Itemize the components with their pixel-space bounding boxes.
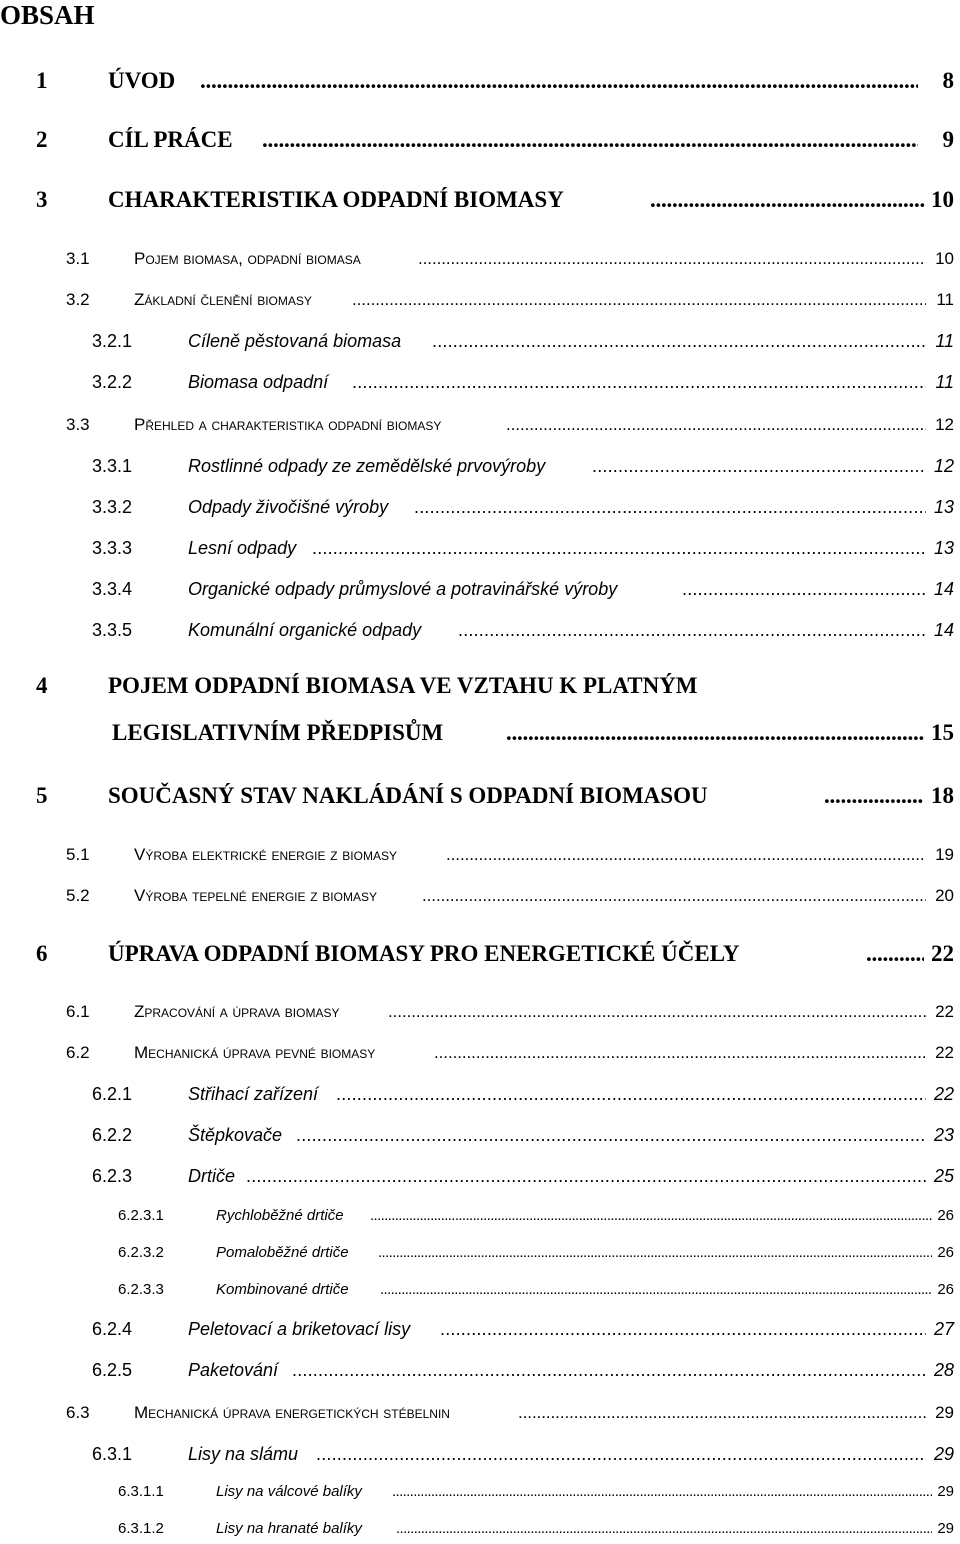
toc-entry-5-2[interactable] [0,881,960,911]
toc-entry-3-1[interactable] [0,244,960,274]
toc-entry-5[interactable] [0,781,960,811]
toc-page: 11 [935,331,954,351]
toc-label: SOUČASNÝ STAV NAKLÁDÁNÍ S ODPADNÍ BIOMASOU [108,783,708,808]
toc-label: Mechanická úprava pevné biomasy [134,1043,376,1062]
toc-label: Lisy na slámu [188,1444,299,1464]
toc-page: 12 [933,456,954,476]
toc-label: Organické odpady průmyslové a potravinářské výroby [188,579,618,599]
toc-leader [824,781,924,811]
toc-page: 22 [933,1084,954,1104]
toc-entry-6-2-3-1[interactable] [0,1201,960,1231]
toc-leader [682,574,926,604]
toc-label: Zpracování a úprava biomasy [134,1002,340,1021]
toc-leader [336,1079,926,1109]
toc-entry-6-3-1-1[interactable] [0,1477,960,1507]
toc-number: 3.3.3 [92,538,133,558]
toc-label: Přehled a charakteristika odpadní biomasy [134,415,442,434]
toc-number: 3.3.5 [92,620,133,640]
toc-page: 13 [933,538,954,558]
toc-label-continued: LEGISLATIVNÍM PŘEDPISŮM [112,720,444,745]
toc-number: 1 [36,68,48,93]
toc-number: 5 [36,783,48,808]
toc-label: Odpady živočišné výroby [188,497,389,517]
toc-label: Paketování [188,1360,279,1380]
toc-leader [312,533,926,563]
toc-number: 3.3.4 [92,579,133,599]
toc-label: Výroba elektrické energie z biomasy [134,845,397,864]
toc-entry-2[interactable] [0,125,960,155]
toc-page: 29 [935,1403,954,1422]
toc-entry-5-1[interactable] [0,840,960,870]
toc-label: Drtiče [188,1166,236,1186]
toc-page: 29 [937,1520,954,1537]
toc-leader [518,1398,926,1428]
toc-leader [392,1477,932,1507]
toc-number: 6.3.1.2 [118,1520,164,1537]
toc-entry-3-3-4[interactable] [0,574,960,604]
toc-number: 5.2 [66,886,90,905]
toc-page: 12 [935,415,954,434]
toc-label: Štěpkovače [188,1125,283,1145]
toc-number: 6.2.4 [92,1319,133,1339]
toc-entry-3[interactable] [0,185,960,215]
toc-label: Lesní odpady [188,538,297,558]
toc-number: 3.1 [66,249,90,268]
toc-label: POJEM ODPADNÍ BIOMASA VE VZTAHU K PLATNÝM [108,673,698,698]
toc-leader [316,1439,926,1469]
toc-page: 26 [937,1207,954,1224]
toc-entry-6-3[interactable] [0,1398,960,1428]
toc-label: Biomasa odpadní [188,372,329,392]
toc-entry-3-3-2[interactable] [0,492,960,522]
toc-leader [650,185,924,215]
toc-page: 22 [935,1043,954,1062]
toc-label: CHARAKTERISTIKA ODPADNÍ BIOMASY [108,187,564,212]
toc-page: 8 [942,68,954,93]
toc-label: Základní členění biomasy [134,290,312,309]
toc-leader [592,451,926,481]
toc-number: 6.2.3.2 [118,1244,164,1261]
toc-number: 6.2 [66,1043,90,1062]
toc-page: 20 [935,886,954,905]
toc-label: Pojem biomasa, odpadní biomasa [134,249,361,268]
toc-page: 14 [933,579,954,599]
toc-page: 29 [933,1444,954,1464]
toc-label: Kombinované drtiče [216,1281,349,1298]
toc-leader [422,881,926,911]
toc-entry-3-2-2[interactable] [0,367,960,397]
toc-entry-6[interactable] [0,939,960,969]
toc-number: 6.2.3 [92,1166,133,1186]
page-title: OBSAH [0,0,95,30]
toc-number: 4 [36,673,48,698]
toc-leader [246,1161,926,1191]
toc-page: 10 [931,187,954,212]
toc-leader [380,1275,932,1305]
toc-number: 5.1 [66,845,90,864]
toc-number: 3.3.2 [92,497,133,517]
toc-entry-6-2-1[interactable] [0,1079,960,1109]
toc-leader [388,997,926,1027]
toc-leader [262,125,918,155]
toc-number: 6.3 [66,1403,90,1422]
toc-entry-6-2-4[interactable] [0,1314,960,1344]
toc-label: Komunální organické odpady [188,620,422,640]
toc-page: 27 [933,1319,954,1339]
toc-page: 22 [935,1002,954,1021]
toc-leader [414,492,926,522]
toc-label: Výroba tepelné energie z biomasy [134,886,377,905]
toc-number: 3.3.1 [92,456,133,476]
toc-label: Pomaloběžné drtiče [216,1244,349,1261]
toc-page: 14 [933,620,954,640]
toc-leader [352,285,926,315]
toc-entry-3-3-5[interactable] [0,615,960,645]
toc-leader [292,1355,926,1385]
toc-entry-3-3-3[interactable] [0,533,960,563]
toc-leader [396,1514,932,1544]
toc-number: 3.2 [66,290,90,309]
toc-label: Cíleně pěstovaná biomasa [188,331,402,351]
toc-entry-3-2-1[interactable] [0,326,960,356]
toc-page: 26 [937,1281,954,1298]
toc-page: 29 [937,1483,954,1500]
toc-entry-3-3[interactable] [0,410,960,440]
toc-page: 11 [935,372,954,392]
toc-entry-6-2-3[interactable] [0,1161,960,1191]
toc-label: Peletovací a briketovací lisy [188,1319,411,1339]
toc-page: 26 [937,1244,954,1261]
toc-label: Mechanická úprava energetických stébelnin [134,1403,450,1422]
toc-entry-6-3-1-2[interactable] [0,1514,960,1544]
toc-number: 6.3.1 [92,1444,133,1464]
toc-leader [866,939,924,969]
toc-number: 3.2.2 [92,372,133,392]
toc-entry-6-2-3-2[interactable] [0,1238,960,1268]
toc-number: 2 [36,127,48,152]
toc-number: 3.3 [66,415,90,434]
toc-number: 3 [36,187,48,212]
toc-number: 6.1 [66,1002,90,1021]
toc-leader [200,66,918,96]
toc-entry-6-1[interactable] [0,997,960,1027]
toc-number: 6.2.3.1 [118,1207,164,1224]
toc-leader [458,615,926,645]
toc-page: 13 [933,497,954,517]
toc-page: 11 [936,290,954,309]
toc-label: Rostlinné odpady ze zemědělské prvovýroby [188,456,546,476]
toc-leader [440,1314,926,1344]
toc-page: 15 [931,720,954,745]
toc-label: Lisy na válcové balíky [216,1483,362,1500]
toc-leader [432,326,926,356]
toc-label: ÚVOD [108,68,176,93]
toc-page: 9 [942,127,954,152]
toc-number: 6.2.2 [92,1125,133,1145]
toc-entry-3-3-1[interactable] [0,451,960,481]
toc-leader [418,244,926,274]
toc-number: 6.2.1 [92,1084,133,1104]
toc-entry-6-2-3-3[interactable] [0,1275,960,1305]
toc-label: CÍL PRÁCE [108,127,233,152]
toc-entry-6-2-5[interactable] [0,1355,960,1385]
toc-page: 22 [931,941,954,966]
toc-label: Lisy na hranaté balíky [216,1520,362,1537]
toc-number: 6 [36,941,48,966]
toc-page: 10 [935,249,954,268]
toc-label: ÚPRAVA ODPADNÍ BIOMASY PRO ENERGETICKÉ ÚČELY [108,941,740,966]
toc-page: 23 [933,1125,954,1145]
toc-label: Střihací zařízení [188,1084,319,1104]
toc-leader [296,1120,926,1150]
toc-entry-1[interactable] [0,66,960,96]
toc-leader [446,840,926,870]
toc-entry-6-2-2[interactable] [0,1120,960,1150]
toc-leader [370,1201,932,1231]
toc-number: 3.2.1 [92,331,133,351]
toc-page: 28 [933,1360,954,1380]
toc-number: 6.2.3.3 [118,1281,164,1298]
toc-number: 6.2.5 [92,1360,133,1380]
toc-leader [506,718,924,748]
toc-leader [352,367,926,397]
toc-entry-3-2[interactable] [0,285,960,315]
toc-entry-4[interactable] [0,671,960,701]
toc-number: 6.3.1.1 [118,1483,164,1500]
toc-label: Rychloběžné drtiče [216,1207,344,1224]
toc-page: 19 [935,845,954,864]
toc-entry-6-3-1[interactable] [0,1439,960,1469]
toc-leader [434,1038,926,1068]
toc-entry-6-2[interactable] [0,1038,960,1068]
toc-page: 18 [931,783,954,808]
toc-leader [378,1238,932,1268]
toc-entry-4-continued[interactable] [0,718,960,748]
toc-leader [506,410,926,440]
toc-page: 25 [933,1166,954,1186]
